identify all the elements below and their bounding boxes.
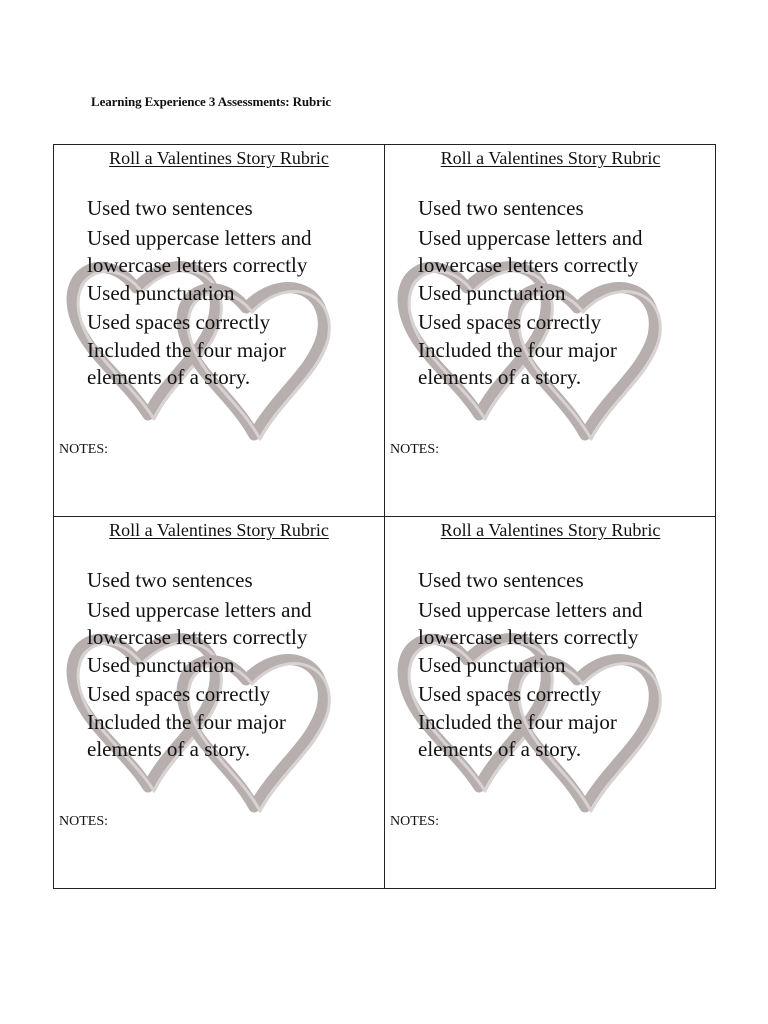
criteria-item: Included the four major	[418, 709, 617, 734]
criteria-item: Used uppercase letters and	[87, 597, 312, 622]
notes-label: NOTES:	[390, 814, 439, 829]
card-title: Roll a Valentines Story Rubric	[440, 520, 661, 540]
rubric-card	[385, 517, 716, 889]
criteria-item: Used two sentences	[418, 568, 584, 592]
criteria-item: Used spaces correctly	[418, 310, 602, 334]
criteria-item: elements of a story.	[87, 737, 251, 761]
criteria-item: Used uppercase letters and	[418, 225, 643, 250]
criteria-item: Used punctuation	[418, 280, 566, 305]
criteria-item: Included the four major	[418, 337, 617, 362]
criteria-item: elements of a story.	[87, 365, 251, 389]
rubric-grid	[53, 144, 716, 889]
rubric-card	[54, 517, 385, 889]
criteria-item: elements of a story.	[418, 737, 582, 761]
criteria-item: Used two sentences	[418, 196, 584, 220]
criteria-item: lowercase letters correctly	[87, 625, 308, 649]
criteria-list	[87, 567, 312, 764]
criteria-item: Used two sentences	[87, 568, 253, 592]
notes-label: NOTES:	[59, 442, 108, 457]
criteria-item: Used spaces correctly	[87, 682, 271, 706]
criteria-list	[418, 195, 643, 392]
card-title: Roll a Valentines Story Rubric	[109, 148, 329, 168]
card-title: Roll a Valentines Story Rubric	[109, 520, 329, 540]
criteria-item: Used uppercase letters and	[87, 225, 312, 250]
notes-label: NOTES:	[390, 442, 439, 457]
page-title: Learning Experience 3 Assessments: Rubric	[91, 94, 331, 109]
criteria-item: Used uppercase letters and	[418, 597, 643, 622]
criteria-item: Included the four major	[87, 337, 286, 362]
criteria-item: Used punctuation	[87, 280, 235, 305]
criteria-item: Included the four major	[87, 709, 286, 734]
criteria-list	[87, 195, 312, 392]
criteria-item: lowercase letters correctly	[418, 625, 639, 649]
criteria-item: lowercase letters correctly	[418, 253, 639, 277]
criteria-item: elements of a story.	[418, 365, 582, 389]
criteria-item: Used spaces correctly	[418, 682, 602, 706]
criteria-item: Used two sentences	[87, 196, 253, 220]
criteria-item: Used punctuation	[87, 652, 235, 677]
notes-label: NOTES:	[59, 814, 108, 829]
criteria-list	[418, 567, 643, 764]
rubric-card	[385, 145, 716, 517]
criteria-item: Used spaces correctly	[87, 310, 271, 334]
rubric-card	[54, 145, 385, 517]
criteria-item: Used punctuation	[418, 652, 566, 677]
criteria-item: lowercase letters correctly	[87, 253, 308, 277]
card-title: Roll a Valentines Story Rubric	[440, 148, 661, 168]
